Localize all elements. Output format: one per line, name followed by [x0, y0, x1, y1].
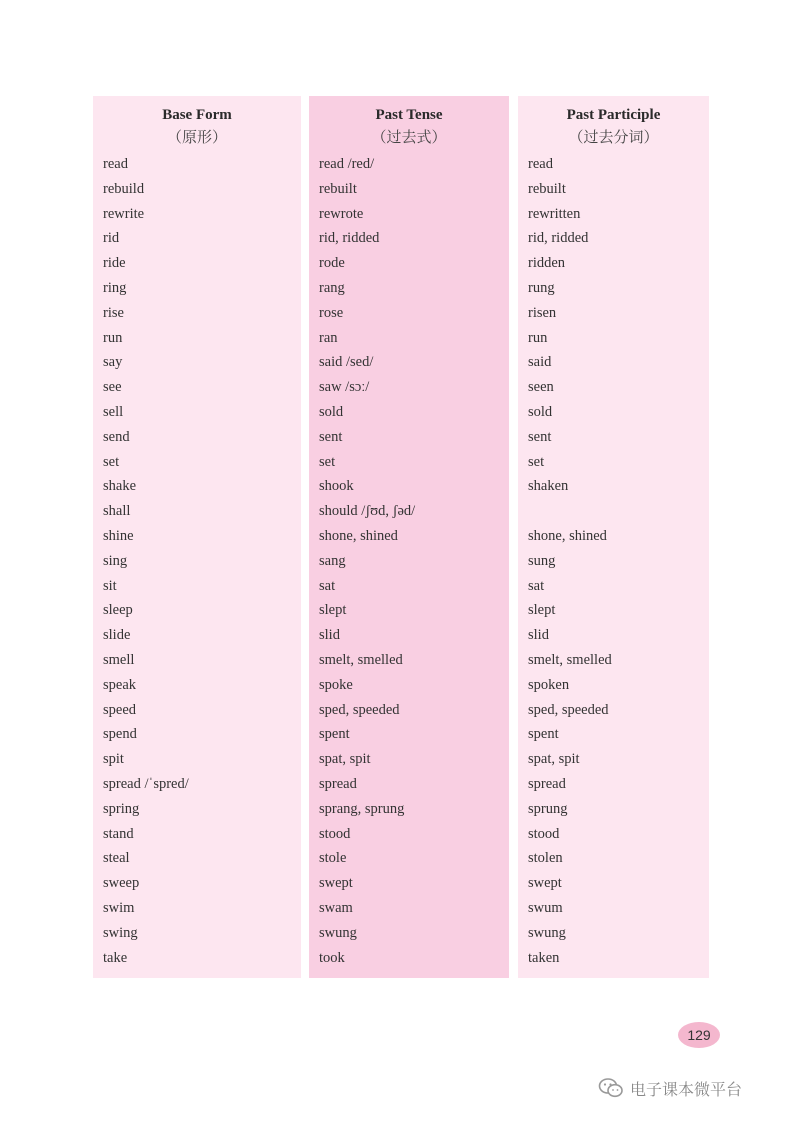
table-cell: risen: [528, 304, 557, 321]
table-cell: sung: [528, 552, 556, 569]
table-cell: rebuild: [103, 180, 145, 197]
table-cell: spent: [319, 726, 350, 743]
table-cell: shall: [103, 503, 131, 520]
table-cell: sprung: [528, 800, 568, 817]
table-cell: sent: [528, 428, 552, 445]
table-cell: sat: [528, 577, 545, 594]
past-tense-subtitle: （过去式）: [371, 128, 447, 146]
table-cell: stand: [103, 825, 134, 842]
table-cell: rid: [103, 230, 120, 247]
table-cell: steal: [103, 850, 130, 867]
table-cell: sprang, sprung: [319, 800, 405, 817]
table-cell: rang: [319, 279, 345, 296]
table-cell: spit: [103, 751, 124, 768]
table-cell: should /ʃʊd, ʃəd/: [319, 503, 416, 520]
table-cell: ridden: [528, 255, 566, 272]
table-cell: spread: [528, 775, 566, 792]
table-cell: rewrite: [103, 205, 145, 222]
table-cell: ride: [103, 255, 126, 272]
table-cell: swung: [319, 924, 357, 941]
table-cell: sit: [103, 577, 117, 594]
table-cell: sleep: [103, 602, 133, 619]
page-number: 129: [678, 1022, 720, 1048]
table-cell: rode: [319, 255, 345, 272]
table-cell: said: [528, 354, 552, 371]
table-cell: sat: [319, 577, 336, 594]
wechat-icon: [598, 1077, 624, 1099]
table-cell: send: [103, 428, 130, 445]
table-cell: sold: [528, 403, 553, 420]
past-tense-column: [309, 96, 509, 978]
table-cell: sell: [103, 403, 124, 420]
table-cell: took: [319, 949, 345, 966]
table-cell: rebuilt: [319, 180, 357, 197]
table-cell: say: [103, 354, 123, 371]
table-cell: said /sed/: [319, 354, 374, 371]
table-cell: swum: [528, 899, 563, 916]
past-tense-rows: [319, 152, 505, 970]
table-cell: run: [528, 329, 548, 346]
table-cell: take: [103, 949, 128, 966]
table-cell: shine: [103, 527, 134, 544]
table-cell: sped, speeded: [319, 701, 400, 718]
table-cell: rid, ridded: [528, 230, 589, 247]
table-cell: see: [103, 379, 122, 396]
table-cell: run: [103, 329, 123, 346]
table-cell: sold: [319, 403, 344, 420]
table-cell: taken: [528, 949, 560, 966]
table-cell: set: [103, 453, 120, 470]
table-cell: speak: [103, 676, 137, 693]
table-cell: spread: [319, 775, 357, 792]
table-cell: read: [528, 156, 553, 172]
table-cell: sped, speeded: [528, 701, 609, 718]
table-cell: read: [103, 156, 128, 172]
table-cell: spoken: [528, 676, 570, 693]
table-cell: sang: [319, 552, 346, 569]
base-form-subtitle: （原形）: [166, 128, 227, 146]
table-cell: saw /sɔː/: [319, 379, 370, 396]
table-cell: sing: [103, 552, 128, 569]
table-cell: stolen: [528, 850, 563, 867]
table-cell: rose: [319, 304, 344, 321]
table-cell: spat, spit: [319, 751, 371, 768]
table-cell: spoke: [319, 676, 353, 693]
table-cell: swept: [319, 875, 353, 892]
table-cell: swung: [528, 924, 566, 941]
table-cell: ring: [103, 279, 127, 296]
table-cell: shake: [103, 478, 137, 495]
table-cell: rebuilt: [528, 180, 566, 197]
table-cell: slid: [319, 627, 340, 644]
table-cell: ran: [319, 329, 338, 346]
past-participle-title: Past Participle: [566, 107, 661, 123]
table-cell: spent: [528, 726, 559, 743]
table-cell: speed: [103, 701, 137, 718]
table-cell: sent: [319, 428, 343, 445]
table-cell: stood: [319, 825, 351, 842]
table-cell: shook: [319, 478, 354, 495]
table-cell: rewritten: [528, 205, 581, 222]
table-cell: spring: [103, 800, 140, 817]
table-cell: slide: [103, 627, 131, 644]
table-cell: rise: [103, 304, 124, 321]
table-cell: smelt, smelled: [528, 651, 612, 668]
past-participle-rows: [528, 152, 705, 970]
past-tense-title: Past Tense: [375, 107, 443, 123]
base-form-rows: [103, 152, 297, 970]
table-cell: spat, spit: [528, 751, 580, 768]
table-cell: swing: [103, 924, 138, 941]
table-cell: spend: [103, 726, 137, 743]
table-cell: shone, shined: [528, 527, 607, 544]
table-cell: smell: [103, 651, 135, 668]
table-cell: sweep: [103, 875, 140, 892]
past-participle-column: [518, 96, 709, 978]
table-cell: rewrote: [319, 205, 364, 222]
table-cell: read /red/: [319, 156, 375, 172]
table-cell: smelt, smelled: [319, 651, 403, 668]
past-tense-header: [309, 104, 509, 148]
base-form-column: [93, 96, 301, 978]
base-form-title: Base Form: [162, 107, 232, 123]
table-cell: slid: [528, 627, 549, 644]
watermark: [598, 1076, 742, 1100]
table-cell: swept: [528, 875, 562, 892]
table-cell: slept: [319, 602, 347, 619]
table-cell: stood: [528, 825, 560, 842]
table-cell: [528, 499, 705, 524]
base-form-header: [93, 104, 301, 148]
table-cell: spread /ˈspred/: [103, 775, 189, 792]
table-cell: seen: [528, 379, 554, 396]
table-cell: rung: [528, 279, 555, 296]
table-cell: rid, ridded: [319, 230, 380, 247]
past-participle-header: [518, 104, 709, 148]
table-cell: shaken: [528, 478, 569, 495]
table-cell: slept: [528, 602, 556, 619]
table-cell: stole: [319, 850, 347, 867]
watermark-text: 电子课本微平台: [630, 1079, 743, 1099]
past-participle-subtitle: （过去分词）: [568, 128, 659, 146]
table-cell: shone, shined: [319, 527, 398, 544]
table-cell: swam: [319, 899, 353, 916]
table-cell: swim: [103, 899, 135, 916]
table-cell: set: [319, 453, 336, 470]
table-cell: set: [528, 453, 545, 470]
